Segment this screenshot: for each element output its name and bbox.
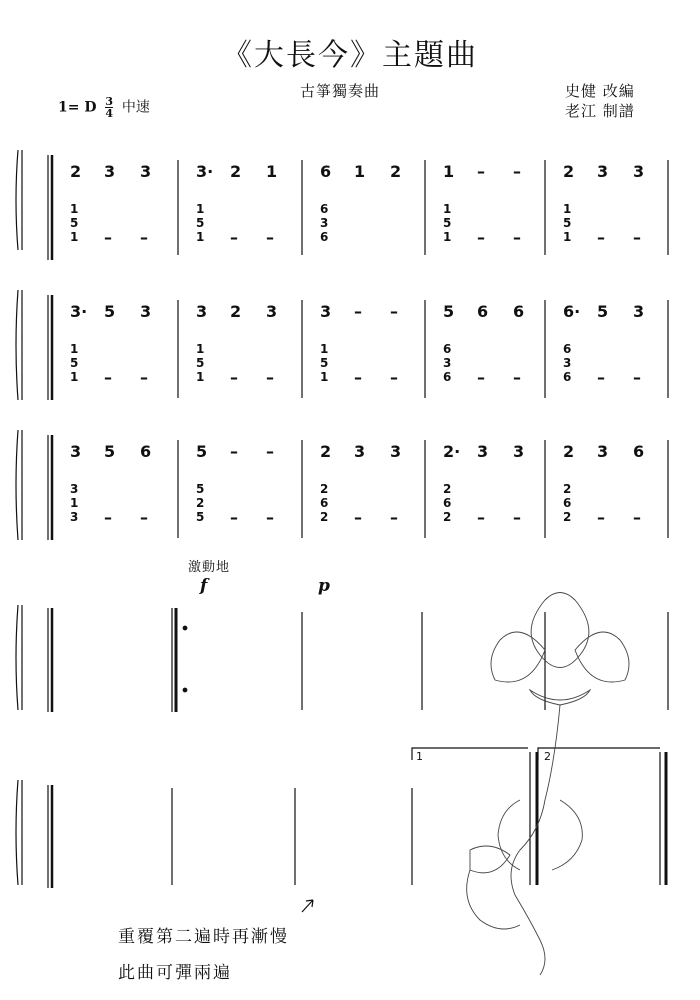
sustain-dash: – [266,228,274,247]
melody-note: 6 [477,302,489,321]
bass-note: 6 [320,202,329,216]
sustain-dash: – [390,508,398,527]
melody-note: 3 [390,442,402,461]
tempo-marking: 中速 [121,99,150,116]
volta-1-label: 1 [416,750,423,763]
sustain-dash: – [513,368,521,387]
bass-note: 3 [443,356,452,370]
system-5-brace [16,780,22,885]
transcriber-credit: 老江 制譜 [565,102,635,120]
bass-note: 1 [196,342,205,356]
bass-note: 6 [443,342,452,356]
sustain-dash: – [104,508,112,527]
sustain-dash: – [633,368,641,387]
melody-note: 1 [354,162,366,181]
melody-note: – [390,302,398,321]
bass-note: 2 [443,482,452,496]
melody-note: 3 [104,162,116,181]
melody-note: 3· [196,162,214,181]
sustain-dash: – [230,368,238,387]
melody-note: 3 [597,162,609,181]
sustain-dash: – [354,368,362,387]
expression-marking: 激動地 [188,560,231,575]
bass-note: 5 [320,356,329,370]
melody-note: 2 [230,302,242,321]
footnote-play-twice: 此曲可彈兩遍 [118,963,232,983]
sustain-dash: – [266,508,274,527]
bass-note: 3 [70,510,79,524]
bass-note: 1 [563,202,572,216]
bass-note: 5 [196,216,205,230]
bass-note: 2 [563,482,572,496]
bass-note: 6 [563,370,572,384]
melody-note: – [266,442,274,461]
melody-note: 3 [70,442,82,461]
bass-note: 6 [443,370,452,384]
bass-note: 1 [196,230,205,244]
sustain-dash: – [477,508,485,527]
melody-note: 3 [477,442,489,461]
bass-note: 2 [320,482,329,496]
bass-note: 1 [320,342,329,356]
bass-note: 5 [196,356,205,370]
melody-note: 2 [230,162,242,181]
arranger-credit: 史健 改編 [565,82,635,100]
arrow-mark [302,900,313,912]
bass-note: 5 [443,216,452,230]
melody-note: 6 [633,442,645,461]
system-4-brace [16,605,22,710]
time-sig-denominator: 4 [105,107,114,120]
bass-note: 1 [320,370,329,384]
sustain-dash: – [104,368,112,387]
bass-note: 6 [320,496,329,510]
sustain-dash: – [633,508,641,527]
bass-note: 1 [196,370,205,384]
melody-note: 2 [70,162,82,181]
sustain-dash: – [266,368,274,387]
footnote-repeat: 重覆第二遍時再漸慢 [118,927,289,947]
melody-note: 2 [390,162,402,181]
melody-note: 3 [354,442,366,461]
sustain-dash: – [140,228,148,247]
melody-note: 5 [443,302,455,321]
melody-note: 6 [320,162,332,181]
volta-1-bracket [412,748,528,760]
system-3-brace [16,430,22,540]
bass-note: 1 [70,202,79,216]
bass-note: 6 [443,496,452,510]
melody-note: 3 [633,162,645,181]
melody-note: 2 [320,442,332,461]
melody-note: – [230,442,238,461]
sustain-dash: – [104,228,112,247]
bass-note: 1 [563,230,572,244]
melody-note: 2· [443,442,461,461]
subtitle: 古箏獨奏曲 [300,82,381,100]
sustain-dash: – [633,228,641,247]
dynamic-forte: f [200,576,208,596]
melody-note: 1 [266,162,278,181]
bass-note: 5 [196,510,205,524]
melody-note: 5 [104,302,116,321]
time-sig-numerator: 3 [105,95,114,108]
bass-note: 5 [196,482,205,496]
sustain-dash: – [230,228,238,247]
melody-note: 6 [513,302,525,321]
sustain-dash: – [477,368,485,387]
sustain-dash: – [354,508,362,527]
bass-note: 6 [320,230,329,244]
melody-note: 6 [140,442,152,461]
bass-note: 1 [196,202,205,216]
bass-note: 2 [443,510,452,524]
bass-note: 1 [70,342,79,356]
lotus-decoration [467,593,629,976]
melody-note: 1 [443,162,455,181]
dynamic-piano: p [318,576,330,596]
melody-note: 2 [563,442,575,461]
bass-note: 1 [443,230,452,244]
bass-note: 2 [196,496,205,510]
melody-note: 3· [70,302,88,321]
system-2-brace [16,290,22,400]
sustain-dash: – [230,508,238,527]
bass-note: 3 [563,356,572,370]
bass-note: 3 [70,482,79,496]
system-1-brace [16,150,22,250]
melody-note: 5 [104,442,116,461]
melody-note: 3 [266,302,278,321]
key-label: 1= D [58,99,97,116]
melody-note: – [354,302,362,321]
bass-note: 1 [70,370,79,384]
volta-2-label: 2 [544,750,551,763]
bass-note: 1 [70,230,79,244]
melody-note: 3 [513,442,525,461]
bass-note: 2 [320,510,329,524]
page-title: 《大長今》主題曲 [222,38,478,73]
melody-note: 3 [140,162,152,181]
sustain-dash: – [140,368,148,387]
bass-note: 6 [563,496,572,510]
sustain-dash: – [513,508,521,527]
bass-note: 5 [563,216,572,230]
melody-note: – [513,162,521,181]
melody-note: 6· [563,302,581,321]
sustain-dash: – [597,228,605,247]
melody-note: 3 [597,442,609,461]
melody-note: 3 [633,302,645,321]
bass-note: 2 [563,510,572,524]
bass-note: 1 [443,202,452,216]
bass-note: 1 [70,496,79,510]
bass-note: 3 [320,216,329,230]
volta-2-bracket [538,748,660,760]
melody-note: – [477,162,485,181]
melody-note: 3 [320,302,332,321]
sustain-dash: – [513,228,521,247]
sustain-dash: – [597,368,605,387]
melody-note: 5 [196,442,208,461]
sustain-dash: – [477,228,485,247]
melody-note: 3 [140,302,152,321]
bass-note: 5 [70,356,79,370]
sustain-dash: – [597,508,605,527]
bass-note: 6 [563,342,572,356]
melody-note: 2 [563,162,575,181]
melody-note: 3 [196,302,208,321]
melody-note: 5 [597,302,609,321]
sustain-dash: – [390,368,398,387]
bass-note: 5 [70,216,79,230]
sustain-dash: – [140,508,148,527]
